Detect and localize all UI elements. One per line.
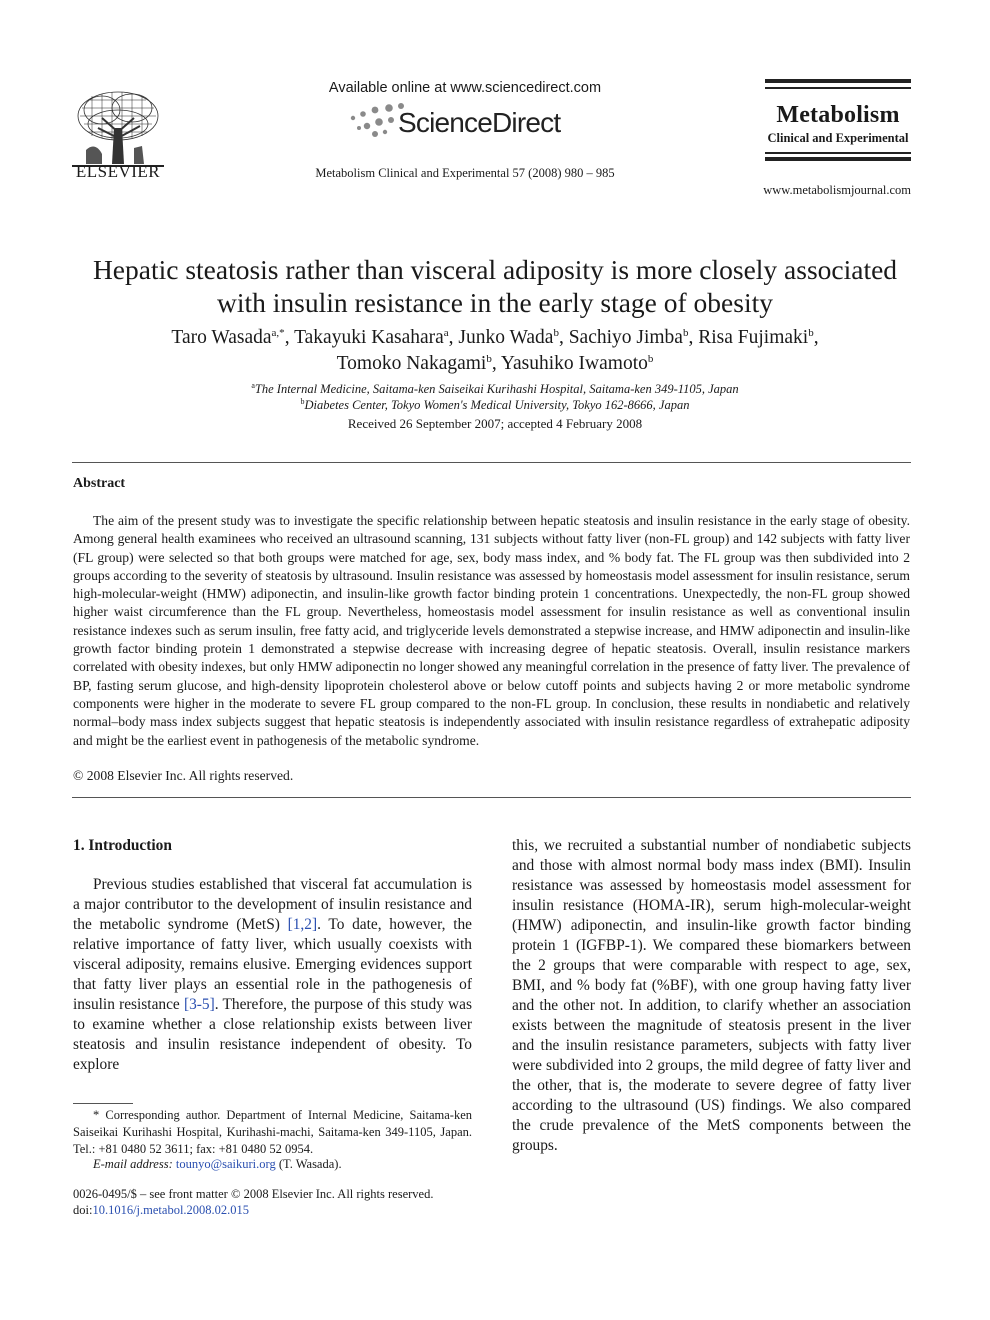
email-label: E-mail address:: [93, 1157, 173, 1171]
article-title: [60, 253, 930, 319]
author-list: [60, 325, 930, 377]
email-link[interactable]: tounyo@saikuri.org: [175, 1157, 276, 1171]
journal-banner-rule: [765, 152, 911, 154]
divider: [72, 462, 911, 463]
author-affiliation-mark[interactable]: b: [682, 327, 689, 339]
section-heading: 1. Introduction: [73, 837, 172, 854]
author-affiliation-mark[interactable]: a: [443, 327, 449, 339]
author-separator: ,: [558, 327, 569, 348]
author-name: Yasuhiko Iwamoto: [500, 353, 648, 374]
abstract-heading: Abstract: [73, 476, 126, 491]
corresponding-author-note: * Corresponding author. Department of Internal Medicine, Saitama-ken Saiseikai Kurihashi Hospital, Kurihashi-machi, Saitama-ken 349-1105, Japan. Tel.: +81 0480 52 3611; fax: +81 0480 52 0954.: [73, 1108, 472, 1156]
journal-title: Metabolism: [776, 102, 900, 128]
author-separator: ,: [284, 327, 295, 348]
journal-banner-rule: [765, 79, 911, 83]
email-line: [73, 1157, 472, 1172]
author-name: Tomoko Nakagami: [336, 353, 487, 374]
author-affiliation-mark[interactable]: b: [553, 327, 559, 339]
affiliation-text: The Internal Medicine, Saitama-ken Saiseikai Kurihashi Hospital, Saitama-ken 349-1105, Japan: [254, 382, 739, 396]
publisher-name: ELSEVIER: [75, 162, 161, 181]
author-separator: ,: [491, 353, 501, 374]
sciencedirect-wordmark: ScienceDirect: [398, 107, 561, 138]
doi-line: [73, 1203, 249, 1218]
body-text: . Therefore, the purpose of this study was to examine whether a close relationship exists between liver steatosis and insulin resistance independent of obesity. To explore: [73, 996, 472, 1073]
author-name: Risa Fujimaki: [698, 327, 809, 348]
footnote-rule: [73, 1103, 133, 1104]
affiliation-mark: a: [251, 381, 255, 390]
issn-line: 0026-0495/$ – see front matter © 2008 Elsevier Inc. All rights reserved.: [73, 1187, 434, 1201]
affiliation: [60, 398, 930, 413]
author-affiliation-mark[interactable]: a,*: [271, 327, 285, 339]
affiliation-mark: b: [300, 397, 305, 406]
author-affiliation-mark[interactable]: b: [808, 327, 814, 339]
author-affiliation-mark[interactable]: b: [486, 353, 492, 365]
citation-link[interactable]: [1,2]: [287, 916, 318, 933]
citation-link[interactable]: [3-5]: [183, 996, 215, 1013]
received-dates: Received 26 September 2007; accepted 4 February 2008: [347, 416, 643, 431]
article-title-line: Hepatic steatosis rather than visceral adiposity is more closely associated: [92, 254, 898, 285]
author-name: Sachiyo Jimba: [568, 327, 683, 348]
body-text: Previous studies established that visceral fat accumulation is a major contributor to the development of insulin resistance and the metabolic syndrome (MetS): [73, 876, 472, 933]
journal-citation: Metabolism Clinical and Experimental 57 (2008) 980 – 985: [315, 166, 615, 180]
author-name: Junko Wada: [458, 327, 554, 348]
divider: [72, 797, 911, 798]
author-separator: ,: [448, 327, 459, 348]
available-online-text: Available online at www.sciencedirect.com: [328, 80, 602, 96]
body-paragraph: this, we recruited a substantial number of nondiabetic subjects and those with almost normal body mass index (BMI). Insulin resistance was assessed by homeostasis model assessment for insulin resistance (HOMA-IR), serum high-molecular-weight (HMW) adiponectin, and insulin-like growth factor binding protein 1 (IGFBP-1). We compared these biomarkers between the 2 groups that were comparable with respect to age, sex, BMI, and % body fat (%BF), with one group having fatty liver and the other not. In addition, to clarify whether an association exists between the magnitude of steatosis present in the liver and the insulin resistance parameters, subjects with fatty liver were subdivided into 2 groups, the mild degree of fatty liver and the other, that is, the moderate to severe degree of fatty liver according to the ultrasound (US) findings. We also compared the crude prevalence of the MetS components between the groups.: [512, 837, 911, 1154]
journal-banner-rule: [765, 157, 911, 161]
author-affiliation-mark[interactable]: b: [647, 353, 654, 365]
affiliation: [60, 382, 930, 397]
author-name: Taro Wasada: [171, 327, 272, 348]
journal-subtitle: Clinical and Experimental: [767, 131, 909, 145]
journal-url[interactable]: www.metabolismjournal.com: [763, 183, 911, 197]
body-text: . To date, however, the relative importance of fatty liver, which usually coexists with visceral adiposity, remains elusive. Emerging evidences support that fatty liver plays an essential role in the pathogenesis of insulin resistance: [73, 916, 472, 1013]
doi-link[interactable]: 10.1016/j.metabol.2008.02.015: [92, 1203, 250, 1217]
abstract-text: The aim of the present study was to investigate the specific relationship between hepatic steatosis and insulin resistance in the early stage of obesity. Among general health examinees who received an ultrasound scanning, 131 subjects without fatty liver (non-FL group) and 142 subjects with fatty liver (FL group) were selected so that both groups were matched for age, sex, body mass index, and % body fat. The FL group was then subdivided into 2 groups according to the severity of steatosis by ultrasound. Insulin resistance was assessed by homeostasis model assessment for insulin resistance, serum high-molecular-weight (HMW) adiponectin, and insulin-like growth factor binding protein 1 concentrations. Unexpectedly, the non-FL group showed higher waist circumference than the FL group. Nevertheless, homeostasis model assessment for insulin resistance as well as conventional insulin resistance indexes such as serum insulin, free fatty acid, and triglyceride levels demonstrated a stepwise increase, and HMW adiponectin and insulin-like growth factor binding protein 1 demonstrated a stepwise decrease with increasing degree of hepatic steatosis. Overall, insulin resistance markers correlated with obesity indexes, but only HMW adiponectin no longer showed any meaningful correlation in the presence of fatty liver. The prevalence of BP, fasting serum glucose, and high-density lipoprotein cholesterol above or below cutoff points and subjects having 2 or more metabolic syndrome components were higher in the moderate to severe FL group compared to the non-FL group. In conclusion, these results in nondiabetic and relatively normal–body mass index subjects suggest that hepatic steatosis is independently associated with insulin resistance regardless of extrahepatic adiposity and might be the earliest event in pathogenesis of the metabolic syndrome.: [73, 513, 910, 748]
doi-label: doi:: [73, 1203, 93, 1217]
author-separator: ,: [688, 327, 699, 348]
journal-banner-rule: [765, 87, 911, 89]
email-owner: (T. Wasada).: [275, 1157, 342, 1171]
affiliation-text: Diabetes Center, Tokyo Women's Medical University, Tokyo 162-8666, Japan: [304, 398, 690, 412]
article-title-line: with insulin resistance in the early stage of obesity: [217, 287, 773, 318]
author-name: Takayuki Kasahara: [294, 327, 444, 348]
body-paragraph: [73, 875, 472, 1075]
abstract-copyright: © 2008 Elsevier Inc. All rights reserved.: [73, 768, 294, 783]
author-separator: ,: [813, 327, 819, 348]
